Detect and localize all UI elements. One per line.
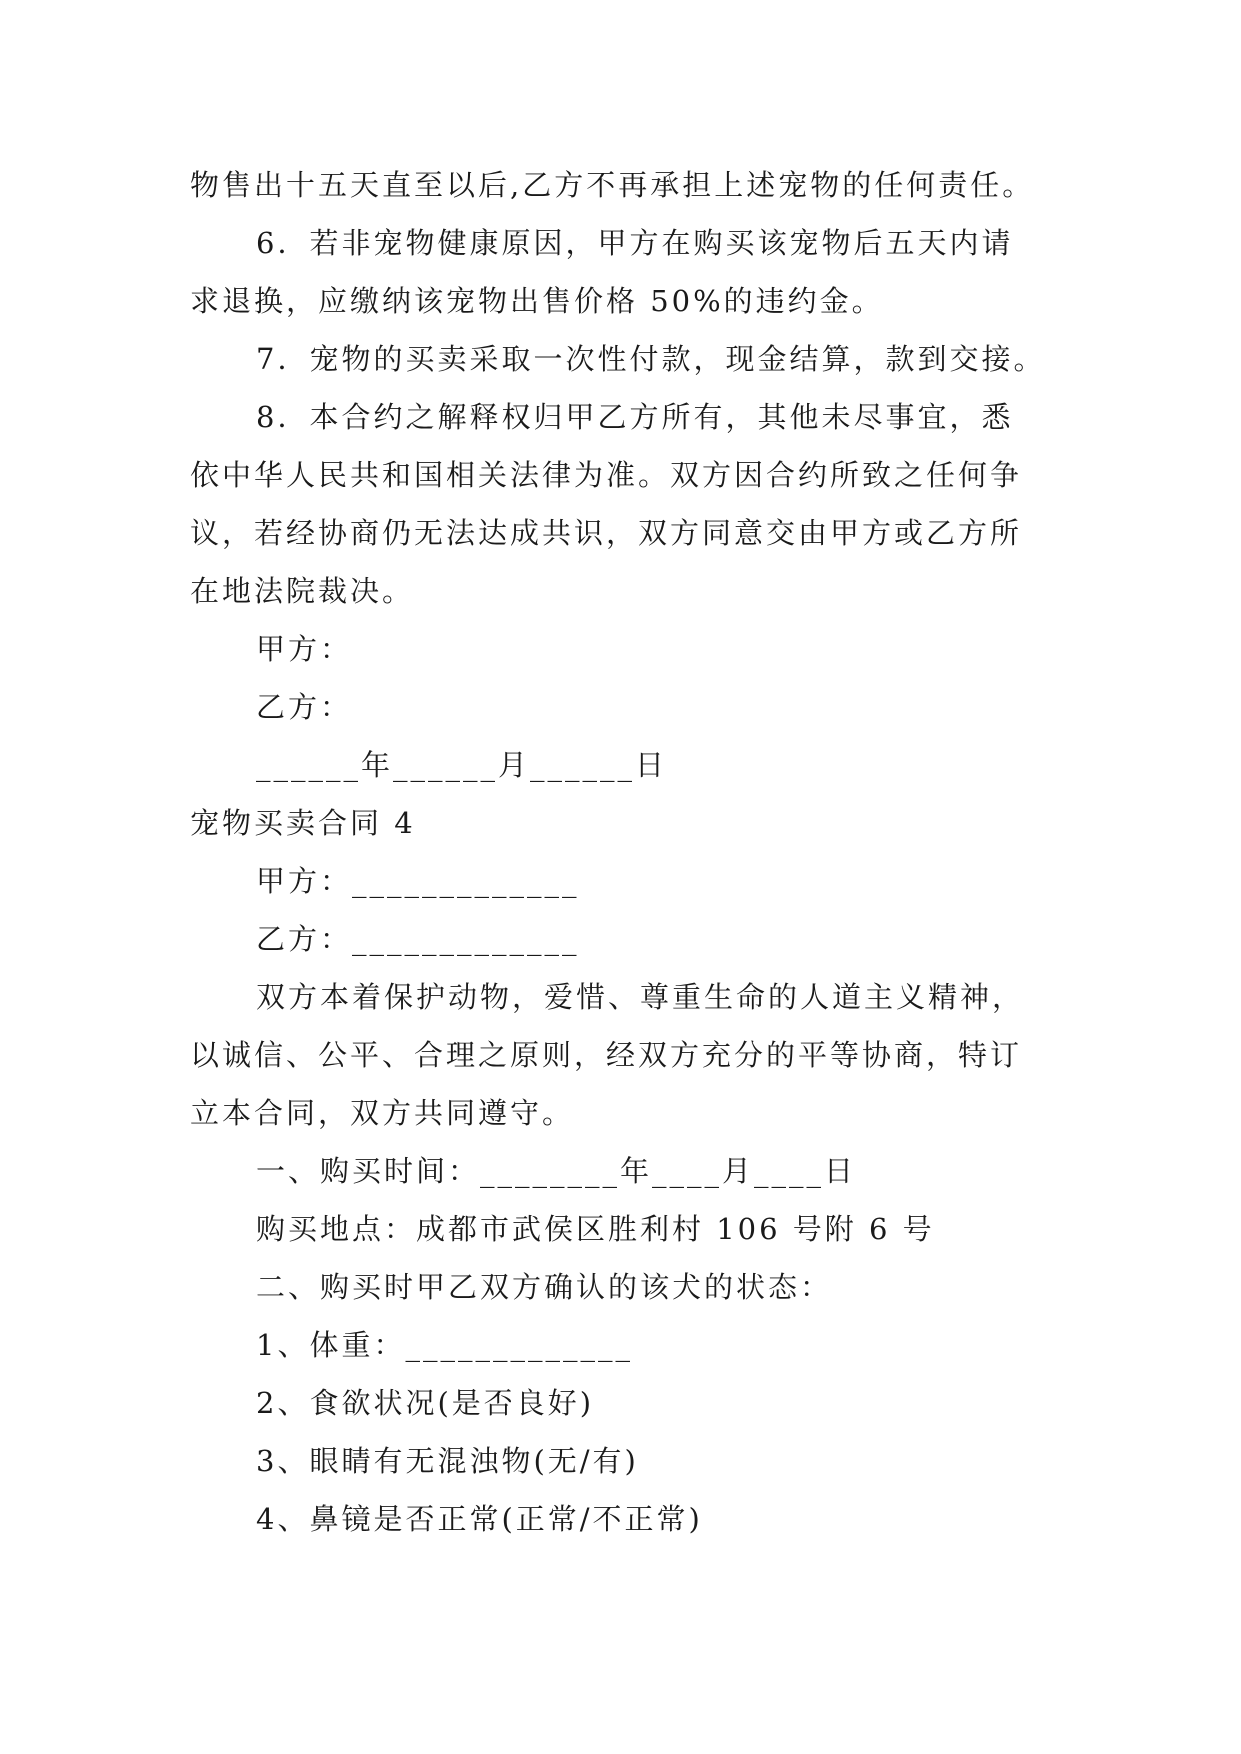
list-item: 2、食欲状况(是否良好) bbox=[256, 1386, 595, 1420]
purchase-location: 购买地点：成都市武侯区胜利村 106 号附 6 号 bbox=[256, 1212, 935, 1246]
clause-6: 6．若非宠物健康原因，甲方在购买该宠物后五天内请 bbox=[256, 226, 1014, 260]
party-b-field: 乙方：_____________ bbox=[256, 922, 580, 956]
list-item: 1、体重：_____________ bbox=[256, 1328, 633, 1362]
date-line: ______年______月______日 bbox=[256, 748, 668, 782]
paragraph-line: 立本合同，双方共同遵守。 bbox=[190, 1096, 575, 1130]
clause-8: 8．本合约之解释权归甲乙方所有，其他未尽事宜，悉 bbox=[256, 400, 1014, 434]
paragraph-line: 议，若经协商仍无法达成共识，双方同意交由甲方或乙方所 bbox=[190, 516, 1023, 550]
paragraph-line: 物售出十五天直至以后,乙方不再承担上述宠物的任何责任。 bbox=[190, 168, 1035, 202]
purchase-time: 一、购买时间：________年____月____日 bbox=[256, 1154, 857, 1188]
party-a-field: 甲方：_____________ bbox=[256, 864, 580, 898]
paragraph-line: 依中华人民共和国相关法律为准。双方因合约所致之任何争 bbox=[190, 458, 1023, 492]
paragraph-line: 以诚信、公平、合理之原则，经双方充分的平等协商，特订 bbox=[190, 1038, 1023, 1072]
party-b-label: 乙方： bbox=[256, 690, 353, 724]
party-a-label: 甲方： bbox=[256, 632, 353, 666]
list-item: 4、鼻镜是否正常(正常/不正常) bbox=[256, 1502, 703, 1536]
paragraph-line: 双方本着保护动物，爱惜、尊重生命的人道主义精神， bbox=[256, 980, 1025, 1014]
clause-7: 7．宠物的买卖采取一次性付款，现金结算，款到交接。 bbox=[256, 342, 1046, 376]
paragraph-line: 在地法院裁决。 bbox=[190, 574, 415, 608]
section-heading: 二、购买时甲乙双方确认的该犬的状态： bbox=[256, 1270, 833, 1304]
section-title: 宠物买卖合同 4 bbox=[190, 806, 416, 840]
paragraph-line: 求退换，应缴纳该宠物出售价格 50%的违约金。 bbox=[190, 284, 884, 318]
list-item: 3、眼睛有无混浊物(无/有) bbox=[256, 1444, 639, 1478]
